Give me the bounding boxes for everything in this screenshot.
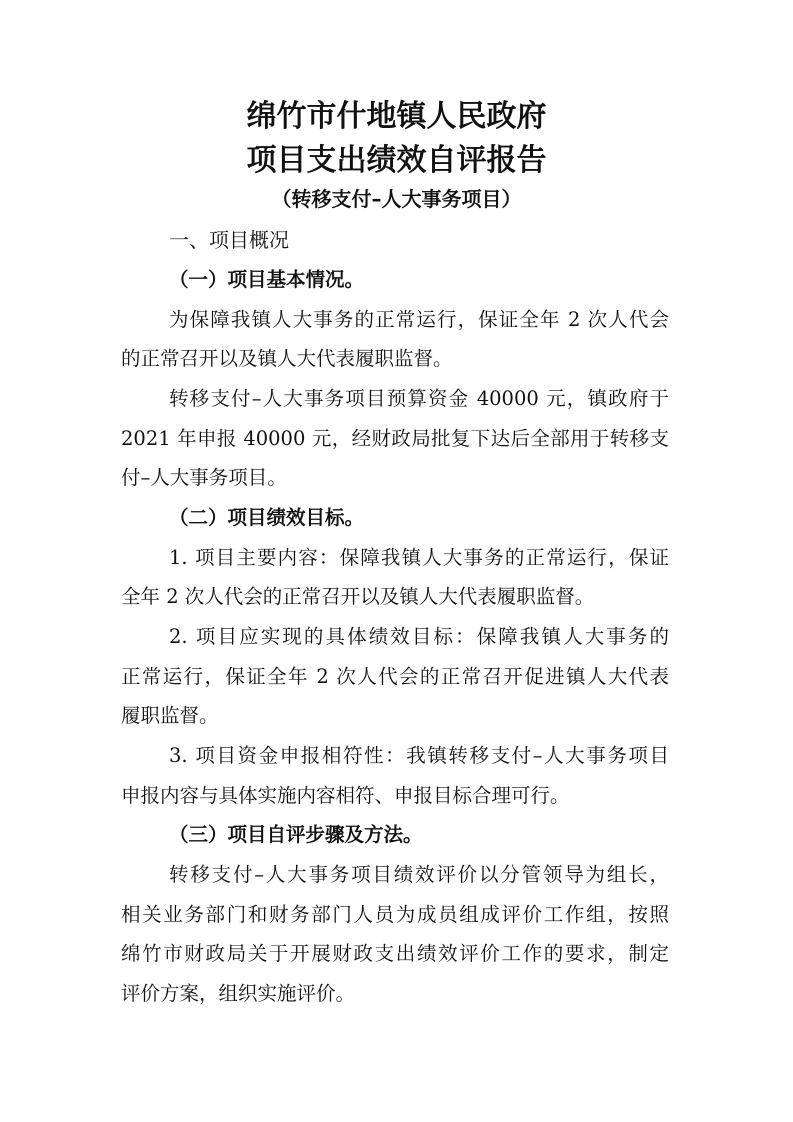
document-subtitle: （转移支付–人大事务项目） <box>271 187 522 211</box>
subsection-heading-basic-info: （一）项目基本情况。 <box>169 268 365 291</box>
section-heading-project-overview: 一、项目概况 <box>169 228 289 252</box>
paragraph-line: 全年 2 次人代会的正常召开以及镇人大代表履职监督。 <box>121 585 595 608</box>
paragraph-line: 正常运行，保证全年 2 次人代会的正常召开促进镇人大代表 <box>121 665 669 688</box>
subsection-heading-performance-goals: （二）项目绩效目标。 <box>169 506 365 529</box>
paragraph-line: 履职监督。 <box>121 704 219 727</box>
paragraph-line: 的正常召开以及镇人大代表履职监督。 <box>121 347 453 370</box>
paragraph-line: 转移支付–人大事务项目预算资金 40000 元，镇政府于 <box>169 387 669 410</box>
subsection-heading-evaluation-method: （三）项目自评步骤及方法。 <box>169 823 423 846</box>
paragraph-line: 2021 年申报 40000 元，经财政局批复下达后全部用于转移支 <box>121 427 669 450</box>
paragraph-line: 申报内容与具体实施内容相符、申报目标合理可行。 <box>121 784 570 807</box>
paragraph-line: 2. 项目应实现的具体绩效目标：保障我镇人大事务的 <box>169 625 669 648</box>
paragraph-line: 相关业务部门和财务部门人员为成员组成评价工作组，按照 <box>121 903 669 926</box>
paragraph-line: 1. 项目主要内容：保障我镇人大事务的正常运行，保证 <box>169 546 669 569</box>
paragraph-line: 评价方案，组织实施评价。 <box>121 982 356 1005</box>
paragraph-line: 付–人大事务项目。 <box>121 466 287 489</box>
paragraph-line: 为保障我镇人大事务的正常运行，保证全年 2 次人代会 <box>169 308 669 331</box>
paragraph-line: 绵竹市财政局关于开展财政支出绩效评价工作的要求，制定 <box>121 942 669 965</box>
document-title-line-2: 项目支出绩效自评报告 <box>246 143 547 178</box>
document-title-line-1: 绵竹市什地镇人民政府 <box>246 99 547 134</box>
paragraph-line: 3. 项目资金申报相符性：我镇转移支付–人大事务项目 <box>169 744 669 767</box>
paragraph-line: 转移支付–人大事务项目绩效评价以分管领导为组长， <box>169 863 669 886</box>
